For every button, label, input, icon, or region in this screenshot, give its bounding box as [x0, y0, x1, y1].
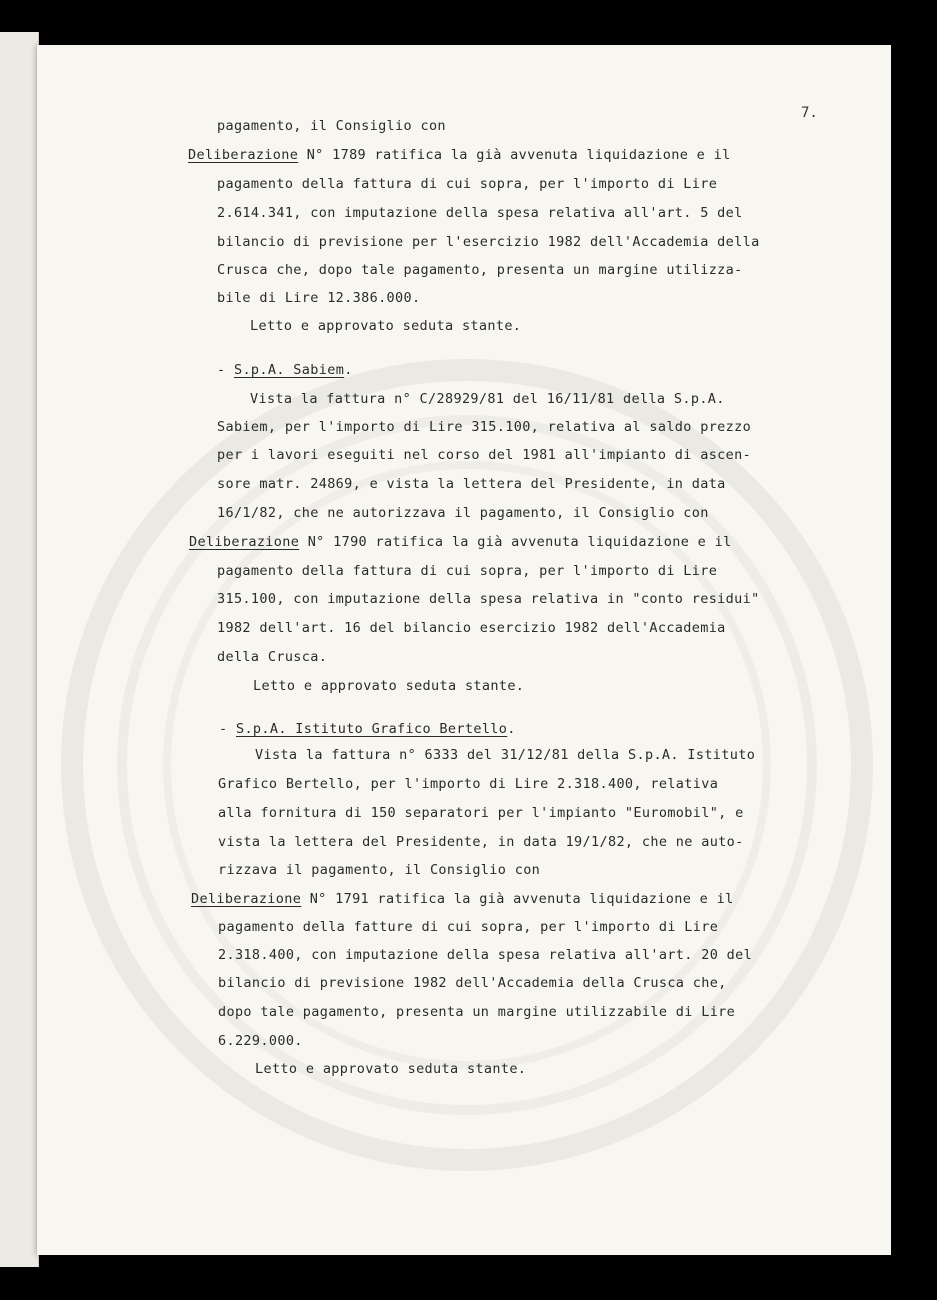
text-line: - S.p.A. Istituto Grafico Bertello. [219, 721, 516, 737]
text-line [218, 834, 744, 850]
text-line [253, 678, 524, 694]
text-line [217, 176, 717, 192]
line-text: alla fornitura di 150 separatori per l'impianto "Euromobil", e [218, 805, 744, 821]
line-text: N° 1790 ratifica la già avvenuta liquidazione e il [299, 534, 732, 550]
line-text: Sabiem, per l'importo di Lire 315.100, relativa al saldo prezzo [217, 419, 752, 435]
line-text: pagamento della fattura di cui sopra, per l'importo di Lire [217, 176, 718, 192]
text-line [218, 1033, 303, 1049]
line-text: . [507, 721, 516, 737]
line-text: 315.100, con imputazione della spesa relativa in "conto residui" [217, 591, 760, 607]
underlined-keyword: Deliberazione [188, 147, 299, 163]
text-line [218, 975, 727, 991]
line-text: rizzava il pagamento, il Consiglio con [218, 862, 541, 878]
text-line [217, 419, 751, 435]
underlined-keyword: Deliberazione [191, 891, 302, 907]
text-line [217, 563, 717, 579]
line-text: sore matr. 24869, e vista la lettera del Presidente, in data [217, 476, 726, 492]
text-line [218, 1004, 735, 1020]
text-line [255, 1061, 526, 1077]
previous-page-edge [0, 32, 39, 1267]
text-line [218, 919, 718, 935]
document-page [37, 45, 891, 1255]
line-text: 6.229.000. [218, 1033, 303, 1049]
text-line [188, 147, 731, 163]
page-number: 7. [801, 105, 818, 121]
text-line [217, 447, 751, 463]
text-line [218, 862, 540, 878]
text-line [217, 591, 760, 607]
line-text: Letto e approvato seduta stante. [255, 1061, 527, 1077]
text-line [191, 891, 734, 907]
text-line [189, 534, 732, 550]
line-text: . [344, 362, 353, 378]
text-line [217, 234, 760, 250]
line-text: per i lavori eseguiti nel corso del 1981 all'impianto di ascen- [217, 447, 752, 463]
line-text: vista la lettera del Presidente, in data 19/1/82, che ne auto- [218, 834, 744, 850]
text-line [250, 318, 521, 334]
line-text: pagamento della fattura di cui sopra, per l'importo di Lire [217, 563, 718, 579]
line-text: pagamento della fatture di cui sopra, per l'importo di Lire [218, 919, 719, 935]
text-line [218, 776, 718, 792]
text-line [217, 290, 420, 306]
text-line [217, 620, 726, 636]
line-text: della Crusca. [217, 649, 328, 665]
text-line [217, 118, 446, 134]
line-text: Vista la fattura n° 6333 del 31/12/81 della S.p.A. Istituto [255, 747, 756, 763]
text-line [250, 391, 725, 407]
text-line [217, 649, 327, 665]
line-text: dopo tale pagamento, presenta un margine utilizzabile di Lire [218, 1004, 736, 1020]
text-line [217, 476, 726, 492]
line-text: bile di Lire 12.386.000. [217, 290, 421, 306]
text-line [218, 947, 752, 963]
text-line: - S.p.A. Sabiem. [217, 362, 353, 378]
text-line [217, 205, 743, 221]
text-line [218, 805, 744, 821]
line-text: Grafico Bertello, per l'importo di Lire 2.318.400, relativa [218, 776, 719, 792]
line-text: bilancio di previsione 1982 dell'Accademia della Crusca che, [218, 975, 727, 991]
line-text: N° 1789 ratifica la già avvenuta liquidazione e il [298, 147, 731, 163]
line-text: Letto e approvato seduta stante. [250, 318, 522, 334]
text-line [217, 262, 743, 278]
line-text: N° 1791 ratifica la già avvenuta liquidazione e il [301, 891, 734, 907]
line-text: Crusca che, dopo tale pagamento, presenta un margine utilizza- [217, 262, 743, 278]
line-text: 16/1/82, che ne autorizzava il pagamento, il Consiglio con [217, 505, 709, 521]
section-heading: S.p.A. Sabiem [233, 362, 345, 378]
line-text: 2.614.341, con imputazione della spesa relativa all'art. 5 del [217, 205, 743, 221]
line-text: pagamento, il Consiglio con [217, 118, 446, 134]
line-text: Vista la fattura n° C/28929/81 del 16/11/81 della S.p.A. [250, 391, 725, 407]
text-line [255, 747, 755, 763]
line-text: bilancio di previsione per l'esercizio 1982 dell'Accademia della [217, 234, 760, 250]
line-text: 1982 dell'art. 16 del bilancio esercizio 1982 dell'Accademia [217, 620, 726, 636]
section-heading: S.p.A. Istituto Grafico Bertello [235, 721, 508, 737]
text-line [217, 505, 709, 521]
line-text: Letto e approvato seduta stante. [253, 678, 525, 694]
underlined-keyword: Deliberazione [189, 534, 300, 550]
line-text: 2.318.400, con imputazione della spesa relativa all'art. 20 del [218, 947, 753, 963]
